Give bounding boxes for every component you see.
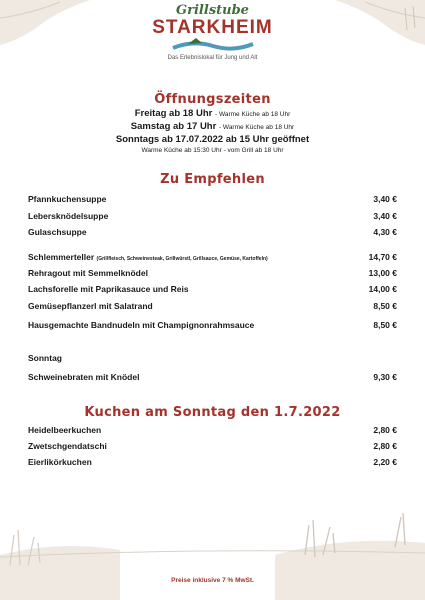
cake-item-price: 2,20 € [373,457,397,467]
hours-line-saturday [0,121,425,134]
opening-hours-heading: Öffnungszeiten [154,92,271,107]
menu-item-name: Gulaschsuppe [28,227,87,237]
hours-line-friday [0,108,425,121]
opening-hours-block [0,108,425,156]
menu-item [28,268,397,282]
hours-line-sunday [0,134,425,146]
menu-item-price: 8,50 € [373,320,397,330]
menu-item-price: 4,30 € [373,227,397,237]
logo [0,4,425,61]
hours-day: Samstag ab 17 Uhr [130,121,217,132]
menu-item [28,227,397,241]
hours-kitchen-note: - Warme Küche ab 18 Uhr [214,111,291,118]
logo-title-main: STARKHEIM [152,17,273,38]
menu-item-price: 14,00 € [368,284,397,294]
menu-item-price: 8,50 € [373,301,397,311]
menu-item [28,252,397,266]
hours-kitchen-sunday: Warme Küche ab 15:30 Uhr - vom Grill ab 18 Uhr [141,147,284,154]
cake-item-price: 2,80 € [373,425,397,435]
menu-item-name: Lachsforelle mit Paprikasauce und Reis [28,284,189,294]
menu-item-price: 3,40 € [373,211,397,221]
cakes-heading: Kuchen am Sonntag den 1.7.2022 [84,405,341,420]
menu-item-name: Pfannkuchensuppe [28,194,107,204]
cake-item-name: Zwetschgendatschi [28,441,107,451]
menu-item-name: Schweinebraten mit Knödel [28,372,140,382]
menu-item-price: 14,70 € [368,252,397,262]
divider-line-bottom [0,545,425,565]
footer-vat-note: Preise inklusive 7 % MwSt. [171,577,254,584]
menu-item-price: 3,40 € [373,194,397,204]
menu-item-price: 9,30 € [373,372,397,382]
menu-item [28,211,397,225]
cake-item [28,425,397,439]
menu-item [28,320,397,334]
menu-item [28,372,397,386]
menu-item-name: Rehragout mit Semmelknödel [28,268,148,278]
hours-kitchen-note: - Warme Küche ab 18 Uhr [218,124,295,131]
menu-item-name: Hausgemachte Bandnudeln mit Champignonrahmsauce [28,320,255,330]
cake-item-name: Heidelbeerkuchen [28,425,102,435]
menu-item [28,284,397,298]
menu-item-price: 13,00 € [368,268,397,278]
menu-item-note: (Grillfleisch, Schweinesteak, Grillwürstl, Grillsauce, Gemüse, Kartoffeln) [96,256,268,262]
hours-day: Sonntags ab 17.07.2022 ab 15 Uhr geöffnet [115,134,310,145]
menu-item [28,194,397,208]
logo-title-top: Grillstube [176,3,249,18]
cake-item-price: 2,80 € [373,441,397,451]
cake-item [28,457,397,471]
cake-item [28,441,397,455]
menu-item-name: Schlemmerteller [28,252,95,262]
menu-item [28,301,397,315]
logo-tagline: Das Erlebnislokal für Jung und Alt [167,55,258,61]
cake-item-name: Eierlikörkuchen [28,457,92,467]
menu-item-name: Gemüsepflanzerl mit Salatrand [28,301,153,311]
menu-item-name: Lebersknödelsuppe [28,211,109,221]
menu-item-name-with-note [28,252,268,262]
river-wave-icon [168,38,258,54]
sunday-label: Sonntag [28,353,62,363]
hours-day: Freitag ab 18 Uhr [134,108,213,119]
recommend-heading: Zu Empfehlen [160,172,265,187]
